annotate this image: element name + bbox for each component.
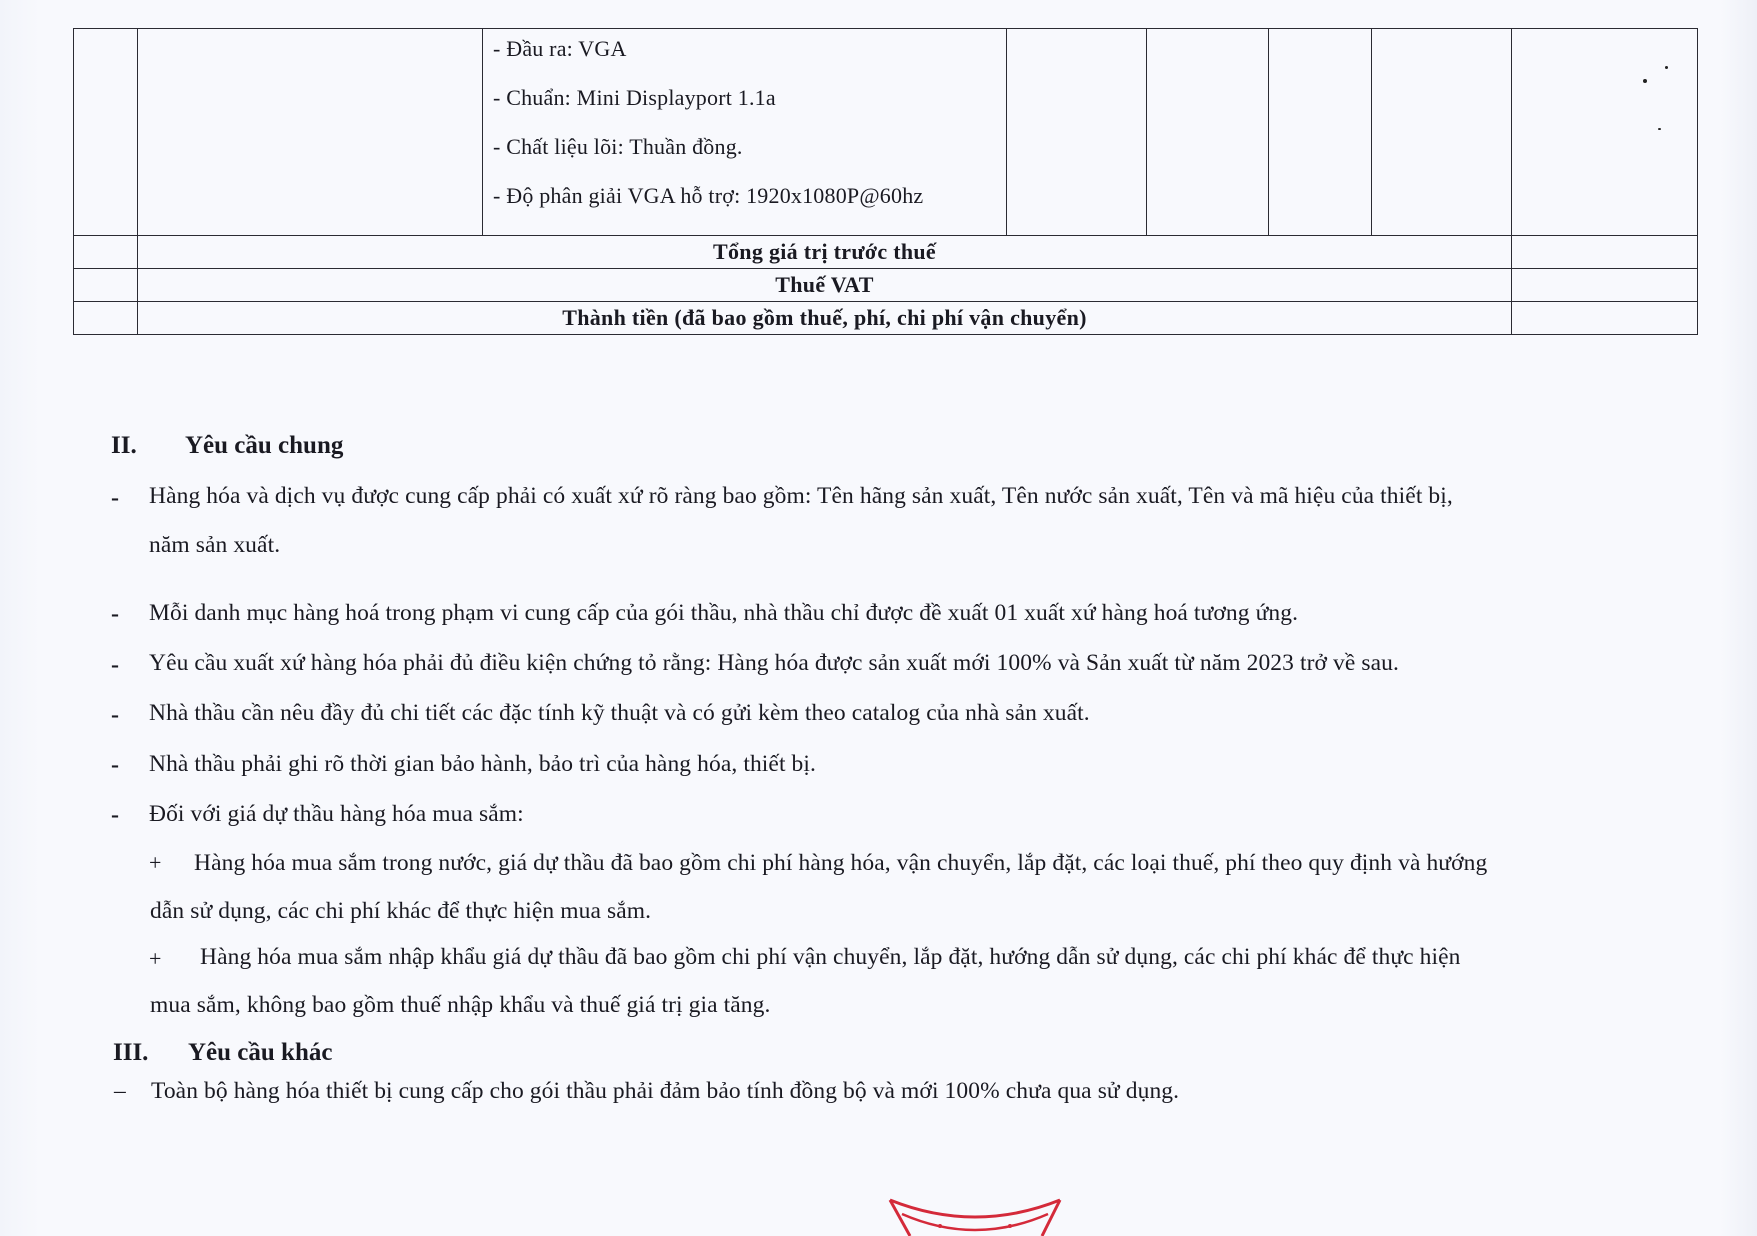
summary-row-vat — [74, 269, 1698, 302]
summary-label-pretax: Tổng giá trị trước thuế — [138, 236, 1512, 269]
spec-row — [74, 29, 1698, 236]
requirement-bid-price: Đối với giá dự thầu hàng hóa mua sắm: — [149, 801, 524, 827]
cell-spec — [483, 29, 1007, 236]
bullet-dash: - — [111, 702, 119, 728]
bullet-dash: - — [111, 652, 119, 678]
bid-price-imported-cont: mua sắm, không bao gồm thuế nhập khẩu và thuế giá trị gia tăng. — [150, 992, 771, 1018]
bullet-plus: + — [149, 850, 162, 875]
section-heading-other — [113, 1039, 332, 1067]
cell-stt — [74, 29, 138, 236]
cell-origin — [1269, 29, 1372, 236]
bullet-dash: - — [111, 752, 119, 778]
bullet-dash: – — [114, 1078, 126, 1104]
scan-speck — [1643, 79, 1647, 83]
spec-table — [73, 28, 1698, 335]
section-title: Yêu cầu chung — [185, 432, 344, 459]
spec-line-resolution: - Độ phân giải VGA hỗ trợ: 1920x1080P@60hz — [493, 183, 924, 208]
cell-unit-price — [1372, 29, 1512, 236]
cell-qty — [1147, 29, 1269, 236]
summary-row-total — [74, 302, 1698, 335]
requirement-catalog: Nhà thầu cần nêu đầy đủ chi tiết các đặc tính kỹ thuật và có gửi kèm theo catalog của nhà sản xuất. — [149, 700, 1090, 726]
scan-speck — [1658, 128, 1661, 130]
bid-price-domestic-cont: dẫn sử dụng, các chi phí khác để thực hiện mua sắm. — [150, 898, 652, 924]
bid-price-imported: Hàng hóa mua sắm nhập khẩu giá dự thầu đã bao gồm chi phí vận chuyển, lắp đặt, hướng dẫn sử dụng, các chi phí khác để thực hiện — [200, 944, 1461, 970]
spec-line-standard: - Chuẩn: Mini Displayport 1.1a — [493, 85, 776, 110]
spec-line-output: - Đầu ra: VGA — [493, 36, 627, 61]
summary-value-pretax — [1512, 236, 1698, 269]
requirement-origin: Hàng hóa và dịch vụ được cung cấp phải có xuất xứ rõ ràng bao gồm: Tên hãng sản xuất, Tên nước sản xuất, Tên và mã hiệu của thiết bị, — [149, 483, 1453, 509]
summary-label-total: Thành tiền (đã bao gồm thuế, phí, chi phí vận chuyển) — [138, 302, 1512, 335]
scan-speck — [1665, 66, 1668, 69]
cell-unit — [1007, 29, 1147, 236]
requirement-new-goods: Yêu cầu xuất xứ hàng hóa phải đủ điều kiện chứng tỏ rằng: Hàng hóa được sản xuất mới 100% và Sản xuất từ năm 2023 trở về sau. — [149, 650, 1399, 676]
section-title: Yêu cầu khác — [188, 1039, 333, 1066]
section-number: II. — [111, 432, 137, 459]
bullet-plus: + — [149, 946, 162, 971]
bullet-dash: - — [111, 802, 119, 828]
bullet-dash: - — [111, 485, 119, 511]
summary-value-vat — [1512, 269, 1698, 302]
stamp-icon — [880, 1196, 1070, 1236]
section-heading-general — [111, 432, 343, 460]
section-number: III. — [113, 1039, 149, 1066]
spec-line-core-material: - Chất liệu lõi: Thuần đồng. — [493, 134, 743, 159]
requirement-single-origin: Mỗi danh mục hàng hoá trong phạm vi cung cấp của gói thầu, nhà thầu chỉ được đề xuất 01 xuất xứ hàng hoá tương ứng. — [149, 600, 1299, 626]
cell-amount — [1512, 29, 1698, 236]
bullet-dash: - — [111, 601, 119, 627]
summary-row-pretax — [74, 236, 1698, 269]
requirement-warranty: Nhà thầu phải ghi rõ thời gian bảo hành, bảo trì của hàng hóa, thiết bị. — [149, 751, 817, 777]
cell-name — [138, 29, 483, 236]
summary-label-vat: Thuế VAT — [138, 269, 1512, 302]
requirement-uniform-new: Toàn bộ hàng hóa thiết bị cung cấp cho gói thầu phải đảm bảo tính đồng bộ và mới 100% chưa qua sử dụng. — [151, 1078, 1180, 1104]
requirement-origin-cont: năm sản xuất. — [149, 532, 281, 558]
summary-value-total — [1512, 302, 1698, 335]
bid-price-domestic: Hàng hóa mua sắm trong nước, giá dự thầu đã bao gồm chi phí hàng hóa, vận chuyển, lắp đặt, các loại thuế, phí theo quy định và hướng — [194, 850, 1488, 876]
